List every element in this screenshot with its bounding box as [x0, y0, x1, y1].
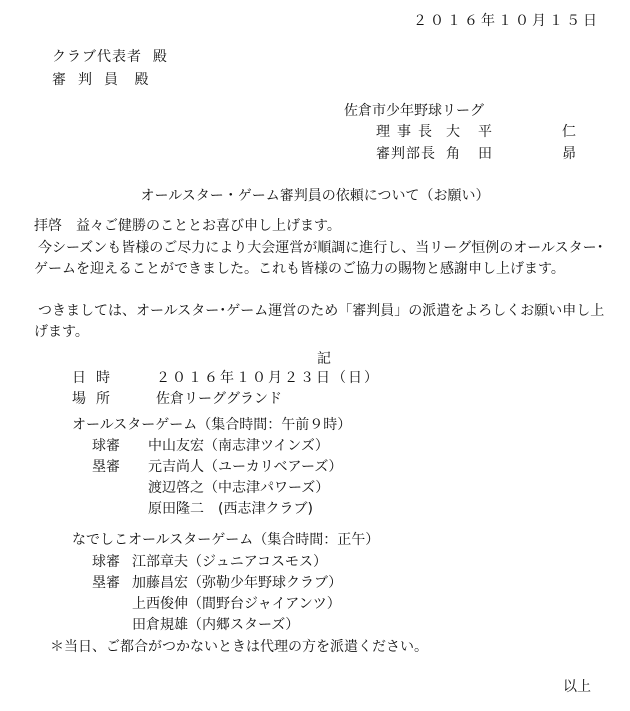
place-label: 場所 [72, 391, 120, 407]
recipient-club-rep [52, 46, 168, 66]
sender-family-name: 大平 [446, 124, 510, 140]
letter-date: ２０１６年１０月１５日 [413, 13, 600, 29]
paragraph-greeting: 拝啓 益々ご健勝のこととお喜び申し上げます。 [34, 218, 341, 234]
ki-heading: 記 [317, 351, 331, 367]
umpire-role: 塁審 [92, 459, 120, 475]
closing: 以上 [563, 679, 591, 695]
sender-given-name: 仁 [562, 124, 576, 140]
recipient-suffix: 殿 [134, 72, 149, 88]
game-title: なでしこオールスターゲーム（集合時間：正午） [72, 532, 380, 548]
recipient-umpires [52, 69, 148, 89]
recipient-club-rep-label: クラブ代表者 [52, 49, 142, 65]
umpire-name: 渡辺啓之（中志津パワーズ） [148, 480, 330, 496]
paragraph-thanks: 今シーズンも皆様のご尽力により大会運営が順調に進行し、当リーグ恒例のオールスター･ゲームを迎えることができました。これも皆様のご協力の賜物と感謝申し上げます。 [34, 240, 604, 277]
game-title: オールスターゲーム（集合時間：午前９時） [72, 417, 352, 433]
sender-family-name: 角田 [446, 146, 510, 162]
place-value: 佐倉リーググランド [156, 391, 282, 407]
umpire-role: 塁審 [92, 575, 120, 591]
sender-given-name: 昴 [562, 146, 576, 162]
umpire-name: 田倉規雄（内郷スターズ） [132, 617, 300, 633]
sender-role: 理事長 [376, 124, 439, 140]
umpire-name: 中山友宏（南志津ツインズ） [148, 438, 329, 454]
umpire-name: 加藤昌宏（弥勒少年野球クラブ） [132, 575, 343, 591]
umpire-role: 球審 [92, 438, 120, 454]
umpire-name: 江部章夫（ジュニアコスモス） [132, 554, 328, 570]
note: ＊当日、ご都合がつかないときは代理の方を派遣ください。 [50, 639, 428, 655]
umpire-name: 元吉尚人（ユーカリベアーズ） [148, 459, 343, 475]
recipient-umpires-label: 審判員 [52, 72, 130, 88]
recipient-suffix: 殿 [152, 49, 168, 65]
umpire-name: 原田隆二 (西志津クラブ) [148, 501, 313, 517]
umpire-name: 上西俊伸（間野台ジャイアンツ） [132, 596, 341, 612]
sender-umpire-chief [376, 143, 576, 163]
date-label: 日時 [72, 370, 120, 386]
sender-chairman [376, 121, 576, 141]
paragraph-request: つきましては、オールスター･ゲーム運営のため「審判員」の派遣をよろしくお願い申し上げます。 [34, 303, 605, 340]
letter-subject: オールスター・ゲーム審判員の依頼について（お願い） [140, 188, 490, 204]
sender-organization: 佐倉市少年野球リーグ [344, 103, 484, 119]
umpire-role: 球審 [92, 554, 120, 570]
date-value: ２０１６年１０月２３日（日） [156, 370, 380, 386]
sender-role: 審判部長 [376, 146, 436, 162]
